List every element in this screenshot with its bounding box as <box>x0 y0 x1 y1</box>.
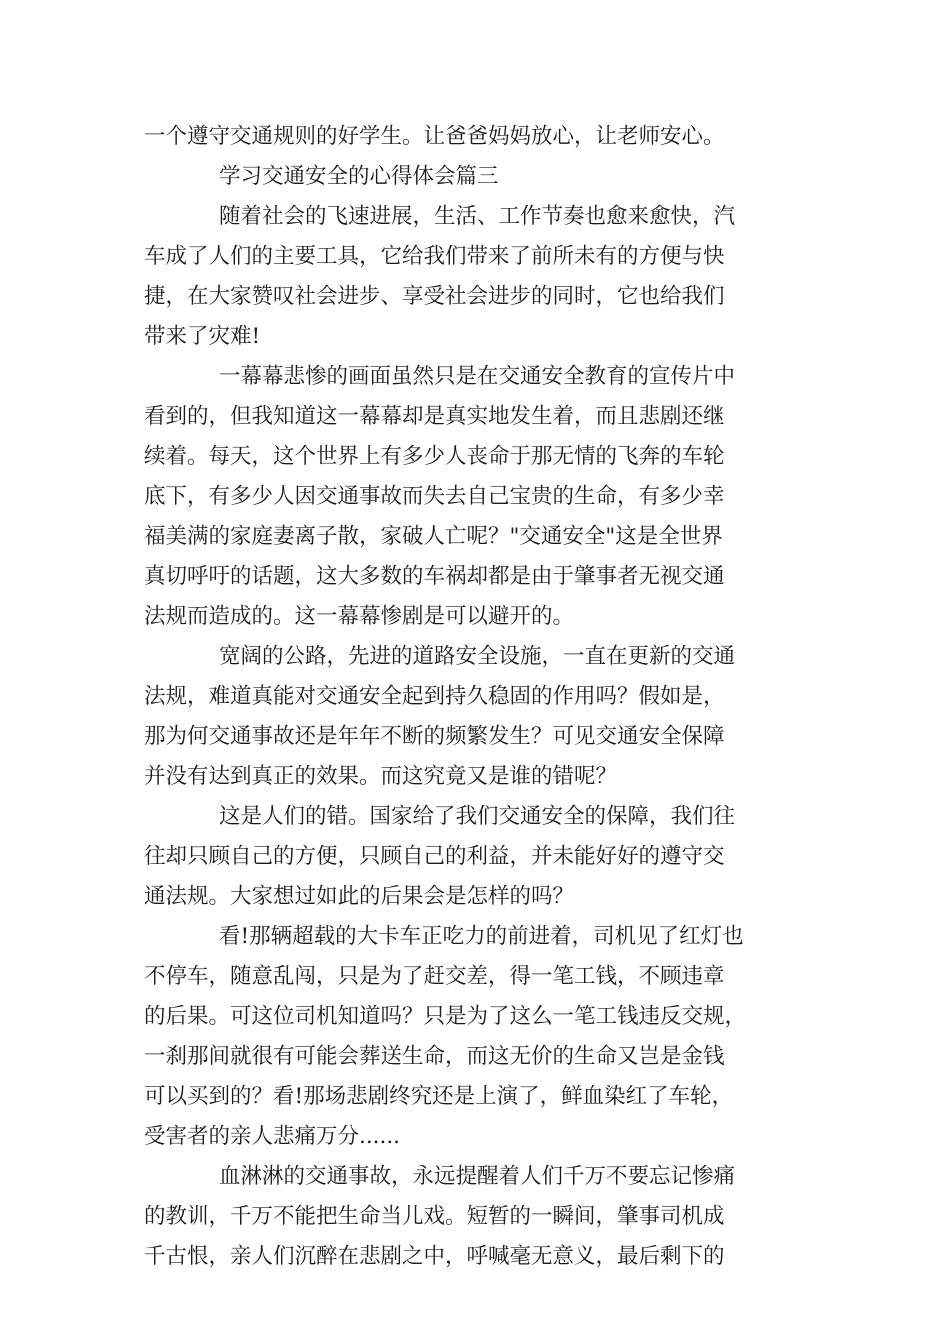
text-line: 那为何交通事故还是年年不断的频繁发生？可见交通安全保障 <box>144 724 725 749</box>
text-line: 车成了人们的主要工具，它给我们带来了前所未有的方便与快 <box>144 244 725 269</box>
text-line: 不停车，随意乱闯，只是为了赶交差，得一笔工钱，不顾违章 <box>144 964 725 989</box>
document-body <box>144 117 804 1277</box>
text-line: 并没有达到真正的效果。而这究竟又是谁的错呢？ <box>144 764 618 789</box>
text-line: 捷，在大家赞叹社会进步、享受社会进步的同时，它也给我们 <box>144 284 725 309</box>
text-line: 底下，有多少人因交通事故而失去自己宝贵的生命，有多少幸 <box>144 484 725 509</box>
text-line: 一刹那间就很有可能会葬送生命，而这无价的生命又岂是金钱 <box>144 1044 725 1069</box>
text-line: 可以买到的？看!那场悲剧终究还是上演了，鲜血染红了车轮， <box>144 1084 734 1109</box>
text-line: 的后果。可这位司机知道吗？只是为了这么一笔工钱违反交规， <box>144 1004 747 1029</box>
text-line: 血淋淋的交通事故，永远提醒着人们千万不要忘记惨痛 <box>219 1164 736 1189</box>
text-line: 的教训，千万不能把生命当儿戏。短暂的一瞬间，肇事司机成 <box>144 1204 725 1229</box>
text-line: 一幕幕悲惨的画面虽然只是在交通安全教育的宣传片中 <box>219 364 736 389</box>
text-line: 千古恨，亲人们沉醉在悲剧之中，呼喊毫无意义，最后剩下的 <box>144 1244 725 1269</box>
section-heading: 学习交通安全的心得体会篇三 <box>219 164 499 189</box>
text-line: 往却只顾自己的方便，只顾自己的利益，并未能好好的遵守交 <box>144 844 725 869</box>
text-line: 福美满的家庭妻离子散，家破人亡呢？"交通安全"这是全世界 <box>144 524 723 549</box>
text-line: 受害者的亲人悲痛万分...... <box>144 1124 401 1149</box>
text-line: 这是人们的错。国家给了我们交通安全的保障，我们往 <box>219 804 736 829</box>
text-line: 随着社会的飞速进展，生活、工作节奏也愈来愈快，汽 <box>219 204 736 229</box>
text-line: 真切呼吁的话题，这大多数的车祸却都是由于肇事者无视交通 <box>144 564 725 589</box>
text-line: 带来了灾难! <box>144 324 261 349</box>
text-line: 法规，难道真能对交通安全起到持久稳固的作用吗？假如是， <box>144 684 725 709</box>
text-line: 法规而造成的。这一幕幕惨剧是可以避开的。 <box>144 604 575 629</box>
text-line: 看到的，但我知道这一幕幕却是真实地发生着，而且悲剧还继 <box>144 404 725 429</box>
text-line: 通法规。大家想过如此的后果会是怎样的吗？ <box>144 884 575 909</box>
text-line: 续着。每天，这个世界上有多少人丧命于那无情的飞奔的车轮 <box>144 444 725 469</box>
text-line: 一个遵守交通规则的好学生。让爸爸妈妈放心，让老师安心。 <box>144 124 725 149</box>
text-line: 看!那辆超载的大卡车正吃力的前进着，司机见了红灯也 <box>219 924 744 949</box>
text-line: 宽阔的公路，先进的道路安全设施，一直在更新的交通 <box>219 644 736 669</box>
